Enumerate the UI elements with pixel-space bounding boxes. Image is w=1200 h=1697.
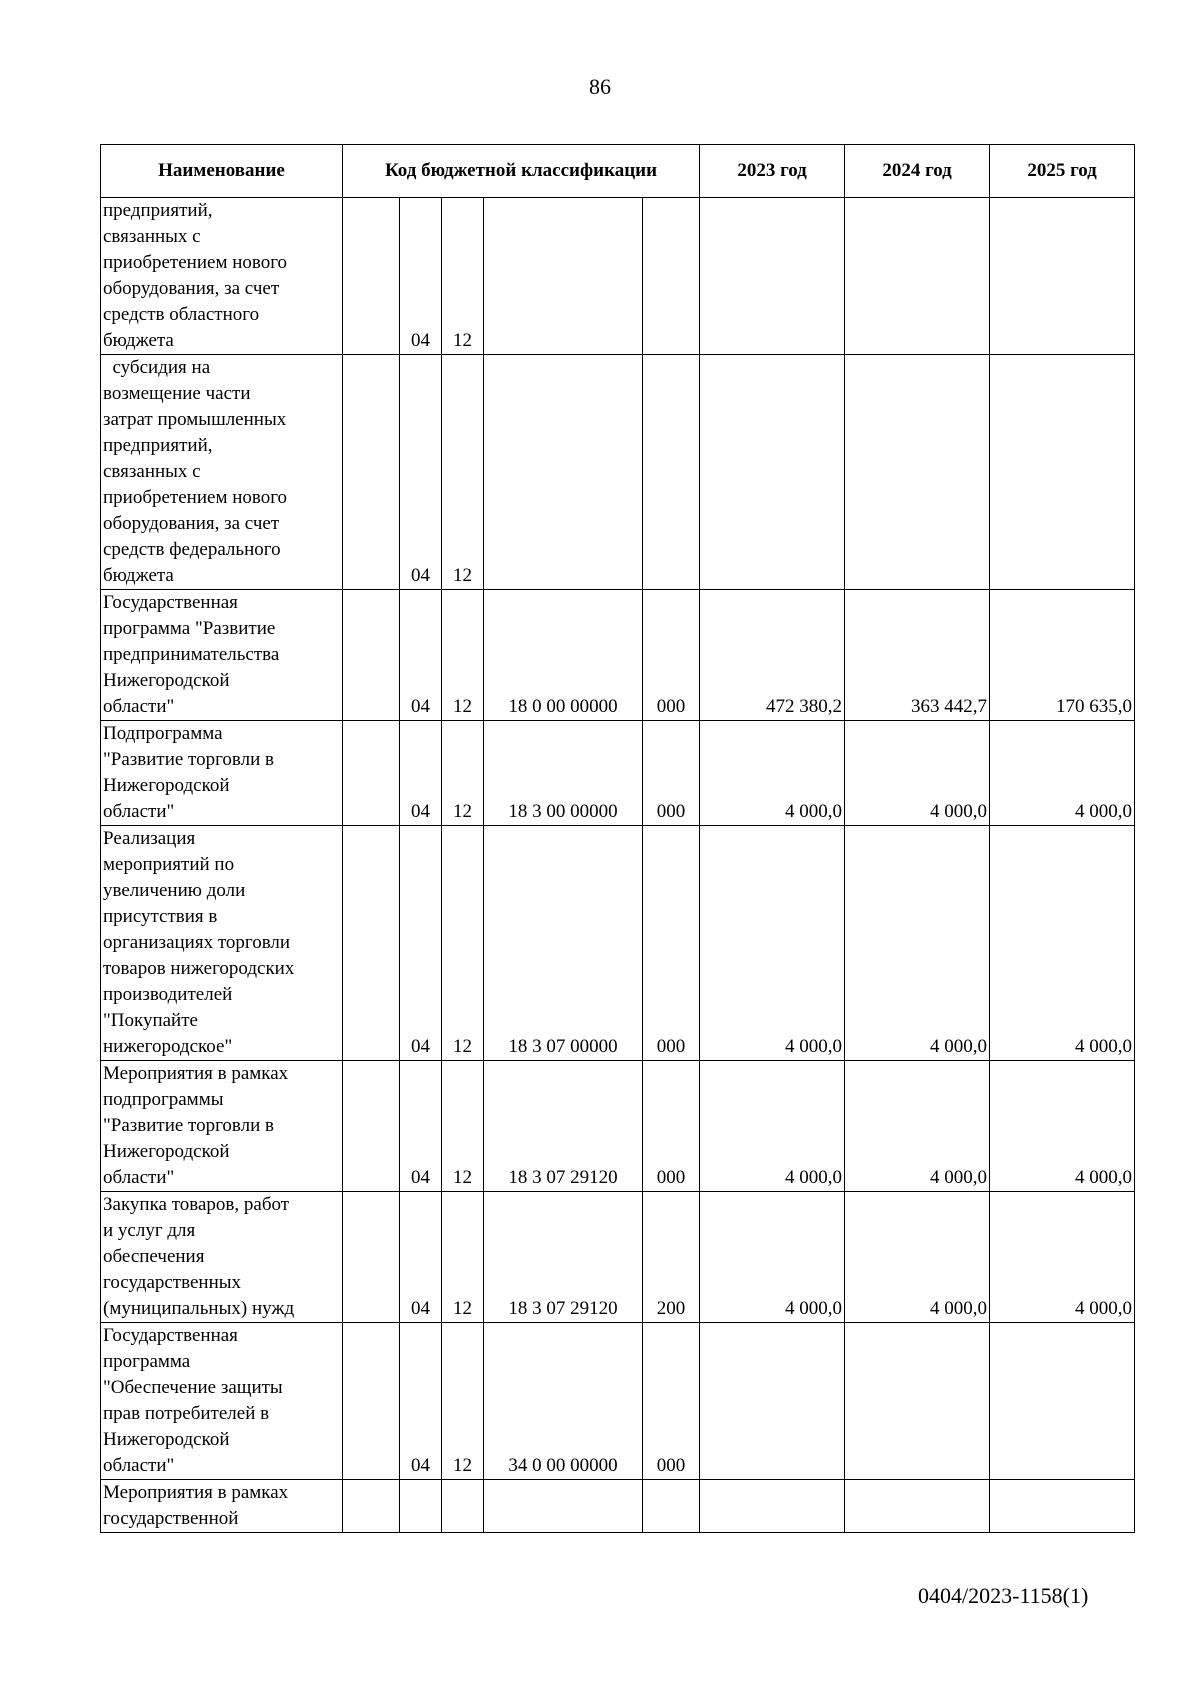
row-name-text: Государственная программа "Обеспечение защиты прав потребителей в Нижегородской области" bbox=[103, 1325, 283, 1476]
cell-code-subsection bbox=[442, 1480, 484, 1533]
cell-code-section: 04 bbox=[400, 1323, 442, 1480]
cell-value-2023: 472 380,2 bbox=[700, 590, 845, 721]
cell-name bbox=[101, 1480, 343, 1533]
cell-code-target: 34 0 00 00000 bbox=[484, 1323, 643, 1480]
cell-code-target bbox=[484, 355, 643, 590]
cell-value-2024 bbox=[845, 1480, 990, 1533]
cell-value-2025: 4 000,0 bbox=[990, 826, 1135, 1061]
cell-value-2025 bbox=[990, 198, 1135, 355]
cell-code-subsection: 12 bbox=[442, 590, 484, 721]
cell-code-expense-type: 000 bbox=[643, 590, 700, 721]
table-row bbox=[101, 721, 1135, 826]
cell-value-2023 bbox=[700, 355, 845, 590]
table-row bbox=[101, 1192, 1135, 1323]
cell-value-2024 bbox=[845, 198, 990, 355]
cell-value-2025: 4 000,0 bbox=[990, 1061, 1135, 1192]
row-name-text: Мероприятия в рамках подпрограммы "Развитие торговли в Нижегородской области" bbox=[103, 1063, 289, 1188]
cell-code-target bbox=[484, 198, 643, 355]
cell-name bbox=[101, 721, 343, 826]
table-row bbox=[101, 198, 1135, 355]
cell-code-1 bbox=[343, 721, 400, 826]
cell-code-section: 04 bbox=[400, 198, 442, 355]
cell-value-2023: 4 000,0 bbox=[700, 721, 845, 826]
cell-code-1 bbox=[343, 1480, 400, 1533]
cell-code-expense-type: 200 bbox=[643, 1192, 700, 1323]
cell-name bbox=[101, 1323, 343, 1480]
cell-value-2024 bbox=[845, 355, 990, 590]
cell-code-subsection: 12 bbox=[442, 1061, 484, 1192]
header-2025: 2025 год bbox=[990, 145, 1135, 198]
cell-code-section: 04 bbox=[400, 826, 442, 1061]
cell-value-2023 bbox=[700, 1480, 845, 1533]
cell-value-2023: 4 000,0 bbox=[700, 1192, 845, 1323]
cell-value-2024: 4 000,0 bbox=[845, 1192, 990, 1323]
table-row bbox=[101, 1061, 1135, 1192]
cell-code-target: 18 3 07 00000 bbox=[484, 826, 643, 1061]
header-name: Наименование bbox=[101, 145, 343, 198]
cell-value-2023: 4 000,0 bbox=[700, 1061, 845, 1192]
table-row bbox=[101, 590, 1135, 721]
cell-code-target bbox=[484, 1480, 643, 1533]
table-row bbox=[101, 826, 1135, 1061]
table-row bbox=[101, 355, 1135, 590]
document-code: 0404/2023-1158(1) bbox=[918, 1583, 1089, 1608]
page-number: 86 bbox=[589, 74, 611, 99]
cell-value-2024: 363 442,7 bbox=[845, 590, 990, 721]
cell-code-1 bbox=[343, 590, 400, 721]
cell-code-1 bbox=[343, 1323, 400, 1480]
cell-code-section bbox=[400, 1480, 442, 1533]
cell-code-expense-type: 000 bbox=[643, 721, 700, 826]
cell-value-2024: 4 000,0 bbox=[845, 721, 990, 826]
cell-value-2024 bbox=[845, 1323, 990, 1480]
cell-value-2025 bbox=[990, 1323, 1135, 1480]
cell-code-target: 18 3 00 00000 bbox=[484, 721, 643, 826]
cell-code-expense-type: 000 bbox=[643, 1061, 700, 1192]
cell-code-section: 04 bbox=[400, 355, 442, 590]
cell-name bbox=[101, 198, 343, 355]
cell-code-subsection: 12 bbox=[442, 1192, 484, 1323]
cell-code-1 bbox=[343, 355, 400, 590]
cell-value-2023 bbox=[700, 198, 845, 355]
cell-name bbox=[101, 826, 343, 1061]
cell-code-target: 18 0 00 00000 bbox=[484, 590, 643, 721]
table-row bbox=[101, 1323, 1135, 1480]
cell-code-section: 04 bbox=[400, 721, 442, 826]
cell-name bbox=[101, 355, 343, 590]
row-name-text: Закупка товаров, работ и услуг для обеспечения государственных (муниципальных) нужд bbox=[103, 1194, 295, 1319]
row-name-text: Государственная программа "Развитие предпринимательства Нижегородской области" bbox=[103, 592, 280, 717]
table-body bbox=[101, 198, 1135, 1533]
cell-value-2025 bbox=[990, 1480, 1135, 1533]
cell-code-subsection: 12 bbox=[442, 355, 484, 590]
cell-code-1 bbox=[343, 826, 400, 1061]
cell-code-section: 04 bbox=[400, 1061, 442, 1192]
row-name-text: Реализация мероприятий по увеличению доли присутствия в организациях торговли товаров нижегородских производителей "Покупайте нижегородское" bbox=[103, 828, 295, 1057]
cell-code-1 bbox=[343, 1192, 400, 1323]
row-name-text: Подпрограмма "Развитие торговли в Нижегородской области" bbox=[103, 723, 275, 822]
cell-value-2025: 4 000,0 bbox=[990, 721, 1135, 826]
cell-code-expense-type bbox=[643, 355, 700, 590]
cell-code-subsection: 12 bbox=[442, 1323, 484, 1480]
table-header-row bbox=[101, 145, 1135, 198]
row-name-text: субсидия на возмещение части затрат промышленных предприятий, связанных с приобретением нового оборудования, за счет средств федерального бюджета bbox=[103, 357, 288, 586]
cell-code-1 bbox=[343, 1061, 400, 1192]
row-name-text: предприятий, связанных с приобретением нового оборудования, за счет средств областного бюджета bbox=[103, 200, 288, 351]
cell-code-subsection: 12 bbox=[442, 826, 484, 1061]
cell-code-target: 18 3 07 29120 bbox=[484, 1061, 643, 1192]
cell-value-2023: 4 000,0 bbox=[700, 826, 845, 1061]
cell-name bbox=[101, 1192, 343, 1323]
cell-value-2024: 4 000,0 bbox=[845, 826, 990, 1061]
cell-code-expense-type: 000 bbox=[643, 826, 700, 1061]
cell-value-2025: 170 635,0 bbox=[990, 590, 1135, 721]
cell-code-section: 04 bbox=[400, 1192, 442, 1323]
cell-value-2024: 4 000,0 bbox=[845, 1061, 990, 1192]
table-row bbox=[101, 1480, 1135, 1533]
cell-code-expense-type bbox=[643, 1480, 700, 1533]
cell-code-section: 04 bbox=[400, 590, 442, 721]
cell-code-target: 18 3 07 29120 bbox=[484, 1192, 643, 1323]
cell-value-2025: 4 000,0 bbox=[990, 1192, 1135, 1323]
cell-name bbox=[101, 590, 343, 721]
header-budget-code: Код бюджетной классификации bbox=[343, 145, 700, 198]
cell-code-expense-type: 000 bbox=[643, 1323, 700, 1480]
header-2023: 2023 год bbox=[700, 145, 845, 198]
cell-value-2023 bbox=[700, 1323, 845, 1480]
cell-code-expense-type bbox=[643, 198, 700, 355]
cell-code-subsection: 12 bbox=[442, 721, 484, 826]
budget-table bbox=[100, 144, 1135, 1533]
cell-code-1 bbox=[343, 198, 400, 355]
cell-name bbox=[101, 1061, 343, 1192]
header-2024: 2024 год bbox=[845, 145, 990, 198]
cell-value-2025 bbox=[990, 355, 1135, 590]
cell-code-subsection: 12 bbox=[442, 198, 484, 355]
row-name-text: Мероприятия в рамках государственной bbox=[103, 1482, 289, 1529]
